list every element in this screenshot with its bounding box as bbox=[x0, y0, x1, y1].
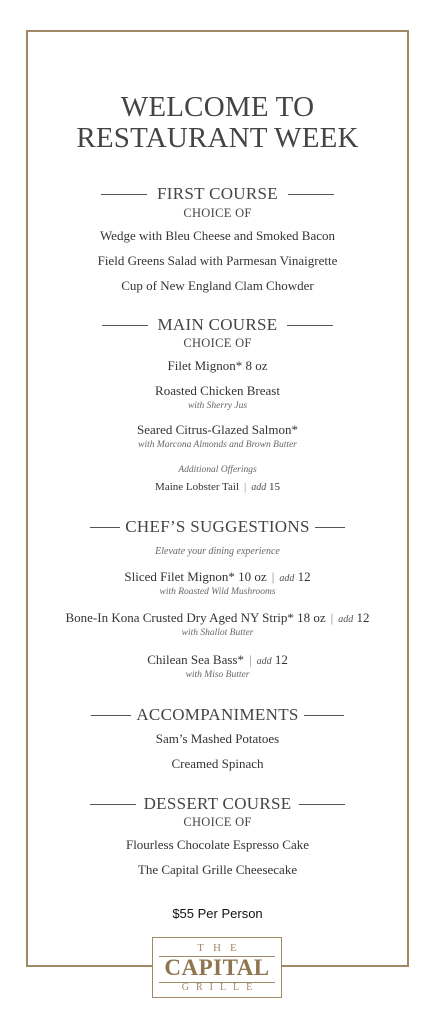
lobster-price: 15 bbox=[268, 481, 280, 493]
capital-grille-logo bbox=[152, 937, 282, 998]
main-course-item-3: Seared Citrus-Glazed Salmon* bbox=[136, 422, 298, 437]
chefs-item-2-add: add bbox=[338, 614, 354, 625]
chefs-item-2-name: Bone-In Kona Crusted Dry Aged NY Strip* 18 oz bbox=[65, 610, 326, 625]
main-course-choice: CHOICE OF bbox=[183, 336, 252, 350]
chefs-item-3-note: with Miso Butter bbox=[185, 670, 250, 680]
lobster-tail-name: Maine Lobster Tail bbox=[155, 481, 239, 493]
price-per-person: $55 Per Person bbox=[172, 906, 263, 921]
logo-line-grille: GRILLE bbox=[181, 982, 260, 993]
title-line-2: RESTAURANT WEEK bbox=[76, 122, 359, 154]
chefs-item-1-note: with Roasted Wild Mushrooms bbox=[159, 587, 276, 597]
main-course-item-3-note: with Marcona Almonds and Brown Butter bbox=[138, 440, 297, 450]
chefs-item-3: Chilean Sea Bass* | add 12 bbox=[147, 652, 288, 667]
chefs-item-3-price: 12 bbox=[274, 652, 288, 667]
chefs-item-2: Bone-In Kona Crusted Dry Aged NY Strip* 18 oz | add 12 bbox=[65, 610, 370, 625]
dessert-course-heading bbox=[0, 794, 435, 814]
dessert-course-choice: CHOICE OF bbox=[183, 815, 252, 829]
dessert-item-2: The Capital Grille Cheesecake bbox=[137, 862, 298, 877]
dessert-item-1: Flourless Chocolate Espresso Cake bbox=[125, 837, 310, 852]
accompaniment-item-2: Creamed Spinach bbox=[171, 756, 264, 771]
chefs-item-2-price: 12 bbox=[356, 610, 370, 625]
first-course-item-1: Wedge with Bleu Cheese and Smoked Bacon bbox=[99, 228, 336, 243]
chefs-suggestions-label: CHEF’S SUGGESTIONS bbox=[125, 517, 310, 536]
title-line-1: WELCOME TO bbox=[120, 91, 315, 123]
dessert-course-label: DESSERT COURSE bbox=[143, 794, 292, 813]
lobster-add-label: add bbox=[251, 482, 267, 493]
additional-offerings-label: Additional Offerings bbox=[178, 465, 257, 475]
main-course-item-1: Filet Mignon* 8 oz bbox=[167, 358, 268, 373]
chefs-item-3-name: Chilean Sea Bass* bbox=[147, 652, 244, 667]
main-course-item-2: Roasted Chicken Breast bbox=[155, 383, 280, 398]
chefs-item-1: Sliced Filet Mignon* 10 oz | add 12 bbox=[124, 569, 311, 584]
chefs-item-2-note: with Shallot Butter bbox=[181, 628, 254, 638]
chefs-item-3-add: add bbox=[256, 656, 272, 667]
logo-line-capital: CAPITAL bbox=[164, 955, 270, 980]
main-course-heading bbox=[0, 315, 435, 335]
chefs-item-1-name: Sliced Filet Mignon* 10 oz bbox=[124, 569, 267, 584]
accompaniments-label: ACCOMPANIMENTS bbox=[136, 705, 299, 724]
chefs-tagline: Elevate your dining experience bbox=[155, 546, 280, 557]
main-course-label: MAIN COURSE bbox=[157, 315, 278, 334]
page-title bbox=[0, 92, 435, 154]
chefs-item-1-price: 12 bbox=[297, 569, 311, 584]
logo-line-the: THE bbox=[197, 942, 246, 954]
first-course-heading bbox=[0, 184, 435, 204]
chefs-suggestions-heading bbox=[0, 517, 435, 537]
main-course-item-2-note: with Sherry Jus bbox=[187, 401, 248, 411]
accompaniment-item-1: Sam’s Mashed Potatoes bbox=[155, 731, 280, 746]
first-course-label: FIRST COURSE bbox=[157, 184, 278, 203]
first-course-item-2: Field Greens Salad with Parmesan Vinaigrette bbox=[97, 253, 338, 268]
additional-offering-item: Maine Lobster Tail | add 15 bbox=[155, 481, 280, 493]
chefs-item-1-add: add bbox=[279, 573, 295, 584]
first-course-item-3: Cup of New England Clam Chowder bbox=[121, 278, 314, 293]
first-course-choice: CHOICE OF bbox=[183, 206, 252, 220]
accompaniments-heading bbox=[0, 705, 435, 725]
